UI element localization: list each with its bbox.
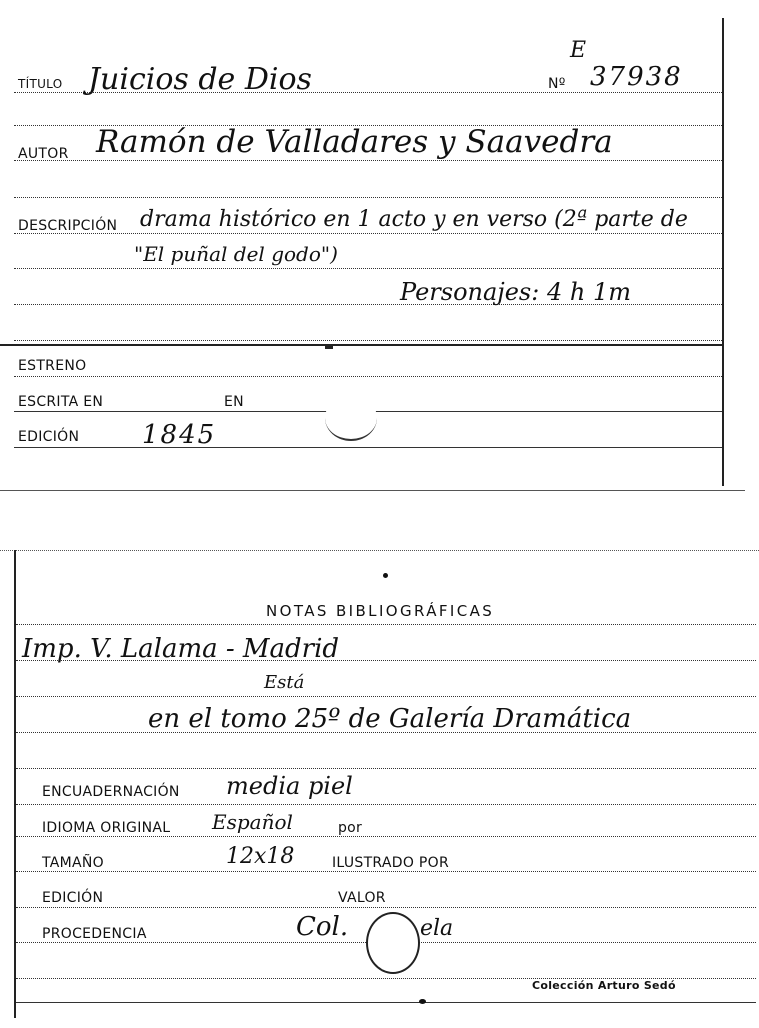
rule (16, 768, 756, 769)
procedencia-value-part1: Col. (296, 912, 349, 942)
encuadernacion-value: media piel (226, 772, 353, 800)
rule-solid (14, 447, 722, 448)
personajes-value: Personajes: 4 h 1m (400, 278, 631, 306)
numero-value: 37938 (590, 62, 683, 92)
rule (16, 696, 756, 697)
ink-speck (383, 573, 388, 578)
idioma-original-value: Español (212, 810, 293, 834)
card-right-border (722, 18, 724, 486)
ilustrado-por-label: ILUSTRADO POR (332, 855, 449, 871)
rule (16, 836, 756, 837)
encuadernacion-label: ENCUADERNACIÓN (42, 784, 180, 800)
rule (14, 160, 722, 161)
punch-hole-mark (366, 912, 420, 974)
rule (14, 197, 722, 198)
notes-line1: Imp. V. Lalama - Madrid (22, 634, 340, 664)
procedencia-value-part2: ela (420, 916, 454, 941)
notas-bibliograficas-header: NOTAS BIBLIOGRÁFICAS (266, 602, 495, 620)
notes-line2-insert: Está (264, 672, 305, 693)
rule (14, 376, 722, 377)
rule (16, 871, 756, 872)
titulo-label: TÍTULO (18, 77, 63, 91)
punch-hole-mark (325, 395, 377, 441)
numero-letter: E (570, 38, 587, 63)
titulo-value: Juicios de Dios (88, 62, 312, 97)
catalog-card-back (0, 540, 759, 1028)
card-left-border (14, 550, 16, 1018)
notes-line3: en el tomo 25º de Galería Dramática (148, 704, 632, 734)
rule (14, 233, 722, 234)
section-divider (0, 344, 722, 346)
tamano-label: TAMAÑO (42, 855, 104, 871)
por-label: por (338, 820, 363, 836)
card-bottom-border (0, 490, 745, 491)
rule (16, 624, 756, 625)
card-top-edge (0, 550, 759, 551)
numero-label: Nº (548, 76, 566, 92)
catalog-card-front (0, 0, 759, 500)
rule (14, 340, 722, 341)
en-label: EN (224, 394, 244, 410)
card-bottom-border (16, 1002, 756, 1003)
descripcion-value-line2: "El puñal del godo") (134, 242, 338, 266)
idioma-original-label: IDIOMA ORIGINAL (42, 820, 171, 836)
ink-speck (419, 999, 426, 1004)
rule (16, 907, 756, 908)
descripcion-label: DESCRIPCIÓN (18, 218, 118, 234)
edicion-value: 1845 (142, 420, 217, 450)
rule (14, 268, 722, 269)
valor-label: VALOR (338, 890, 386, 906)
procedencia-label: PROCEDENCIA (42, 926, 147, 942)
estreno-label: ESTRENO (18, 358, 87, 374)
escrita-en-label: ESCRITA EN (18, 394, 104, 410)
autor-label: AUTOR (18, 146, 69, 162)
descripcion-value-line1: drama histórico en 1 acto y en verso (2ª parte de (140, 207, 688, 232)
ink-speck (325, 346, 333, 349)
rule (16, 804, 756, 805)
coleccion-footer: Colección Arturo Sedó (532, 979, 676, 992)
edicion-label: EDICIÓN (18, 429, 80, 445)
autor-value: Ramón de Valladares y Saavedra (96, 124, 613, 160)
tamano-value: 12x18 (226, 844, 295, 869)
edicion-label: EDICIÓN (42, 890, 104, 906)
